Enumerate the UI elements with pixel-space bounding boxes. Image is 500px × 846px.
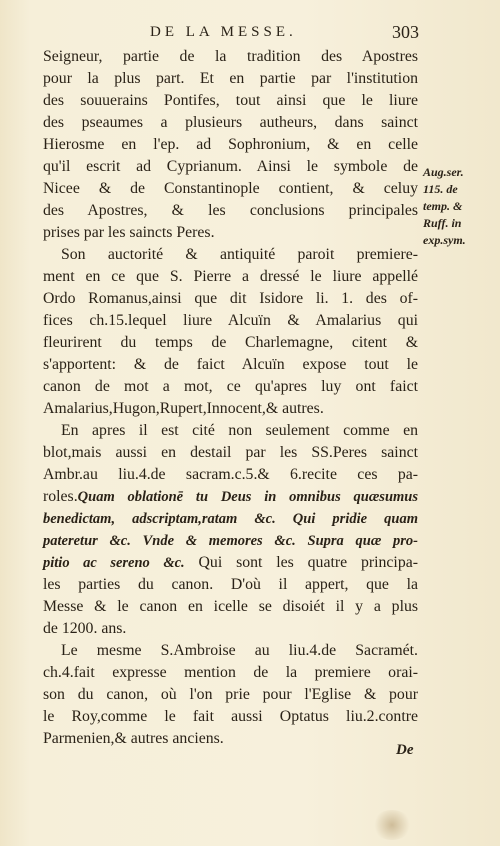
text-line: son du canon, où l'on prie pour l'Eglise & pour (43, 686, 418, 703)
text-line: qu'il escrit ad Cyprianum. Ainsi le symbole de (43, 158, 418, 175)
latin-quotation: Quam oblationē tu Deus in omnibus quæsumus (77, 489, 418, 505)
text-line: Hierosme en l'ep. ad Sophronium, & en celle (43, 136, 418, 153)
paragraph-3 (43, 420, 418, 640)
running-head (0, 24, 500, 46)
text-line: prises par les saincts Peres. (43, 224, 215, 241)
catchword: De (396, 742, 414, 758)
margin-note: Aug.ser. (423, 165, 464, 179)
text-line: le Roy,comme le fait aussi Optatus liu.2.contre (43, 708, 418, 725)
text-line: Le mesme S.Ambroise au liu.4.de Sacramét. (61, 642, 418, 659)
paragraph-2 (43, 244, 418, 420)
latin-quotation: benedictam, adscriptam,ratam &c. Qui pridie quam (43, 511, 418, 527)
page-number: 303 (392, 22, 419, 42)
margin-note: exp.sym. (423, 233, 466, 247)
text-line: En apres il est cité non seulement comme en (61, 422, 418, 439)
text-line: de 1200. ans. (43, 620, 127, 637)
text-span: Qui sont les quatre principa- (184, 554, 418, 571)
text-line: des Apostres, & les conclusions principales (43, 202, 418, 219)
text-line: des pseaumes a plusieurs autheurs, dans sainct (43, 114, 418, 131)
latin-quotation: pitio ac sereno &c. (43, 555, 185, 571)
text-line: Parmenien,& autres anciens. (43, 730, 224, 747)
text-line: blot,mais aussi en destail par les SS.Peres sainct (43, 444, 418, 461)
text-line (43, 486, 418, 508)
paragraph-4 (43, 640, 418, 750)
text-line: canon de mot a mot, ce qu'apres luy ont faict (43, 378, 418, 395)
margin-note: Ruff. in (423, 216, 462, 230)
text-line: Amalarius,Hugon,Rupert,Innocent,& autres. (43, 400, 324, 417)
text-line: ment en ce que S. Pierre a dressé le liure appellé (43, 268, 418, 285)
text-line: pour la plus part. Et en partie par l'institution (43, 70, 418, 87)
text-line: ch.4.fait expresse mention de la premiere orai- (43, 664, 418, 681)
latin-quotation: pateretur &c. Vnde & memores &c. Supra quæ pro- (43, 533, 418, 549)
main-text (43, 46, 418, 750)
text-line: Seigneur, partie de la tradition des Apostres (43, 48, 418, 65)
margin-note: 115. de (423, 182, 458, 196)
text-line: Nicee & de Constantinople contient, & celuy (43, 180, 418, 197)
text-line: Messe & le canon en icelle se disoiét il y a plus (43, 598, 418, 615)
running-title: DE LA MESSE. (150, 24, 297, 40)
text-line: s'apportent: & de faict Alcuïn expose tout le (43, 356, 418, 373)
text-line: Ambr.au liu.4.de sacram.c.5.& 6.recite ces pa- (43, 466, 418, 483)
text-span: roles. (43, 488, 78, 505)
text-line: Ordo Romanus,ainsi que dit Isidore li. 1. des of- (43, 290, 418, 307)
paper-stain (372, 810, 412, 840)
text-line (43, 552, 418, 574)
text-line: fleurirent du temps de Charlemagne, citent & (43, 334, 418, 351)
paragraph-1 (43, 46, 418, 244)
margin-notes (423, 164, 493, 249)
text-line: des souuerains Pontifes, tout ainsi que le liure (43, 92, 418, 109)
margin-note: temp. & (423, 199, 463, 213)
text-line: Son auctorité & antiquité paroit premiere- (61, 246, 418, 263)
text-line: les parties du canon. D'où il appert, que la (43, 576, 418, 593)
text-line: fices ch.15.lequel liure Alcuïn & Amalarius qui (43, 312, 418, 329)
